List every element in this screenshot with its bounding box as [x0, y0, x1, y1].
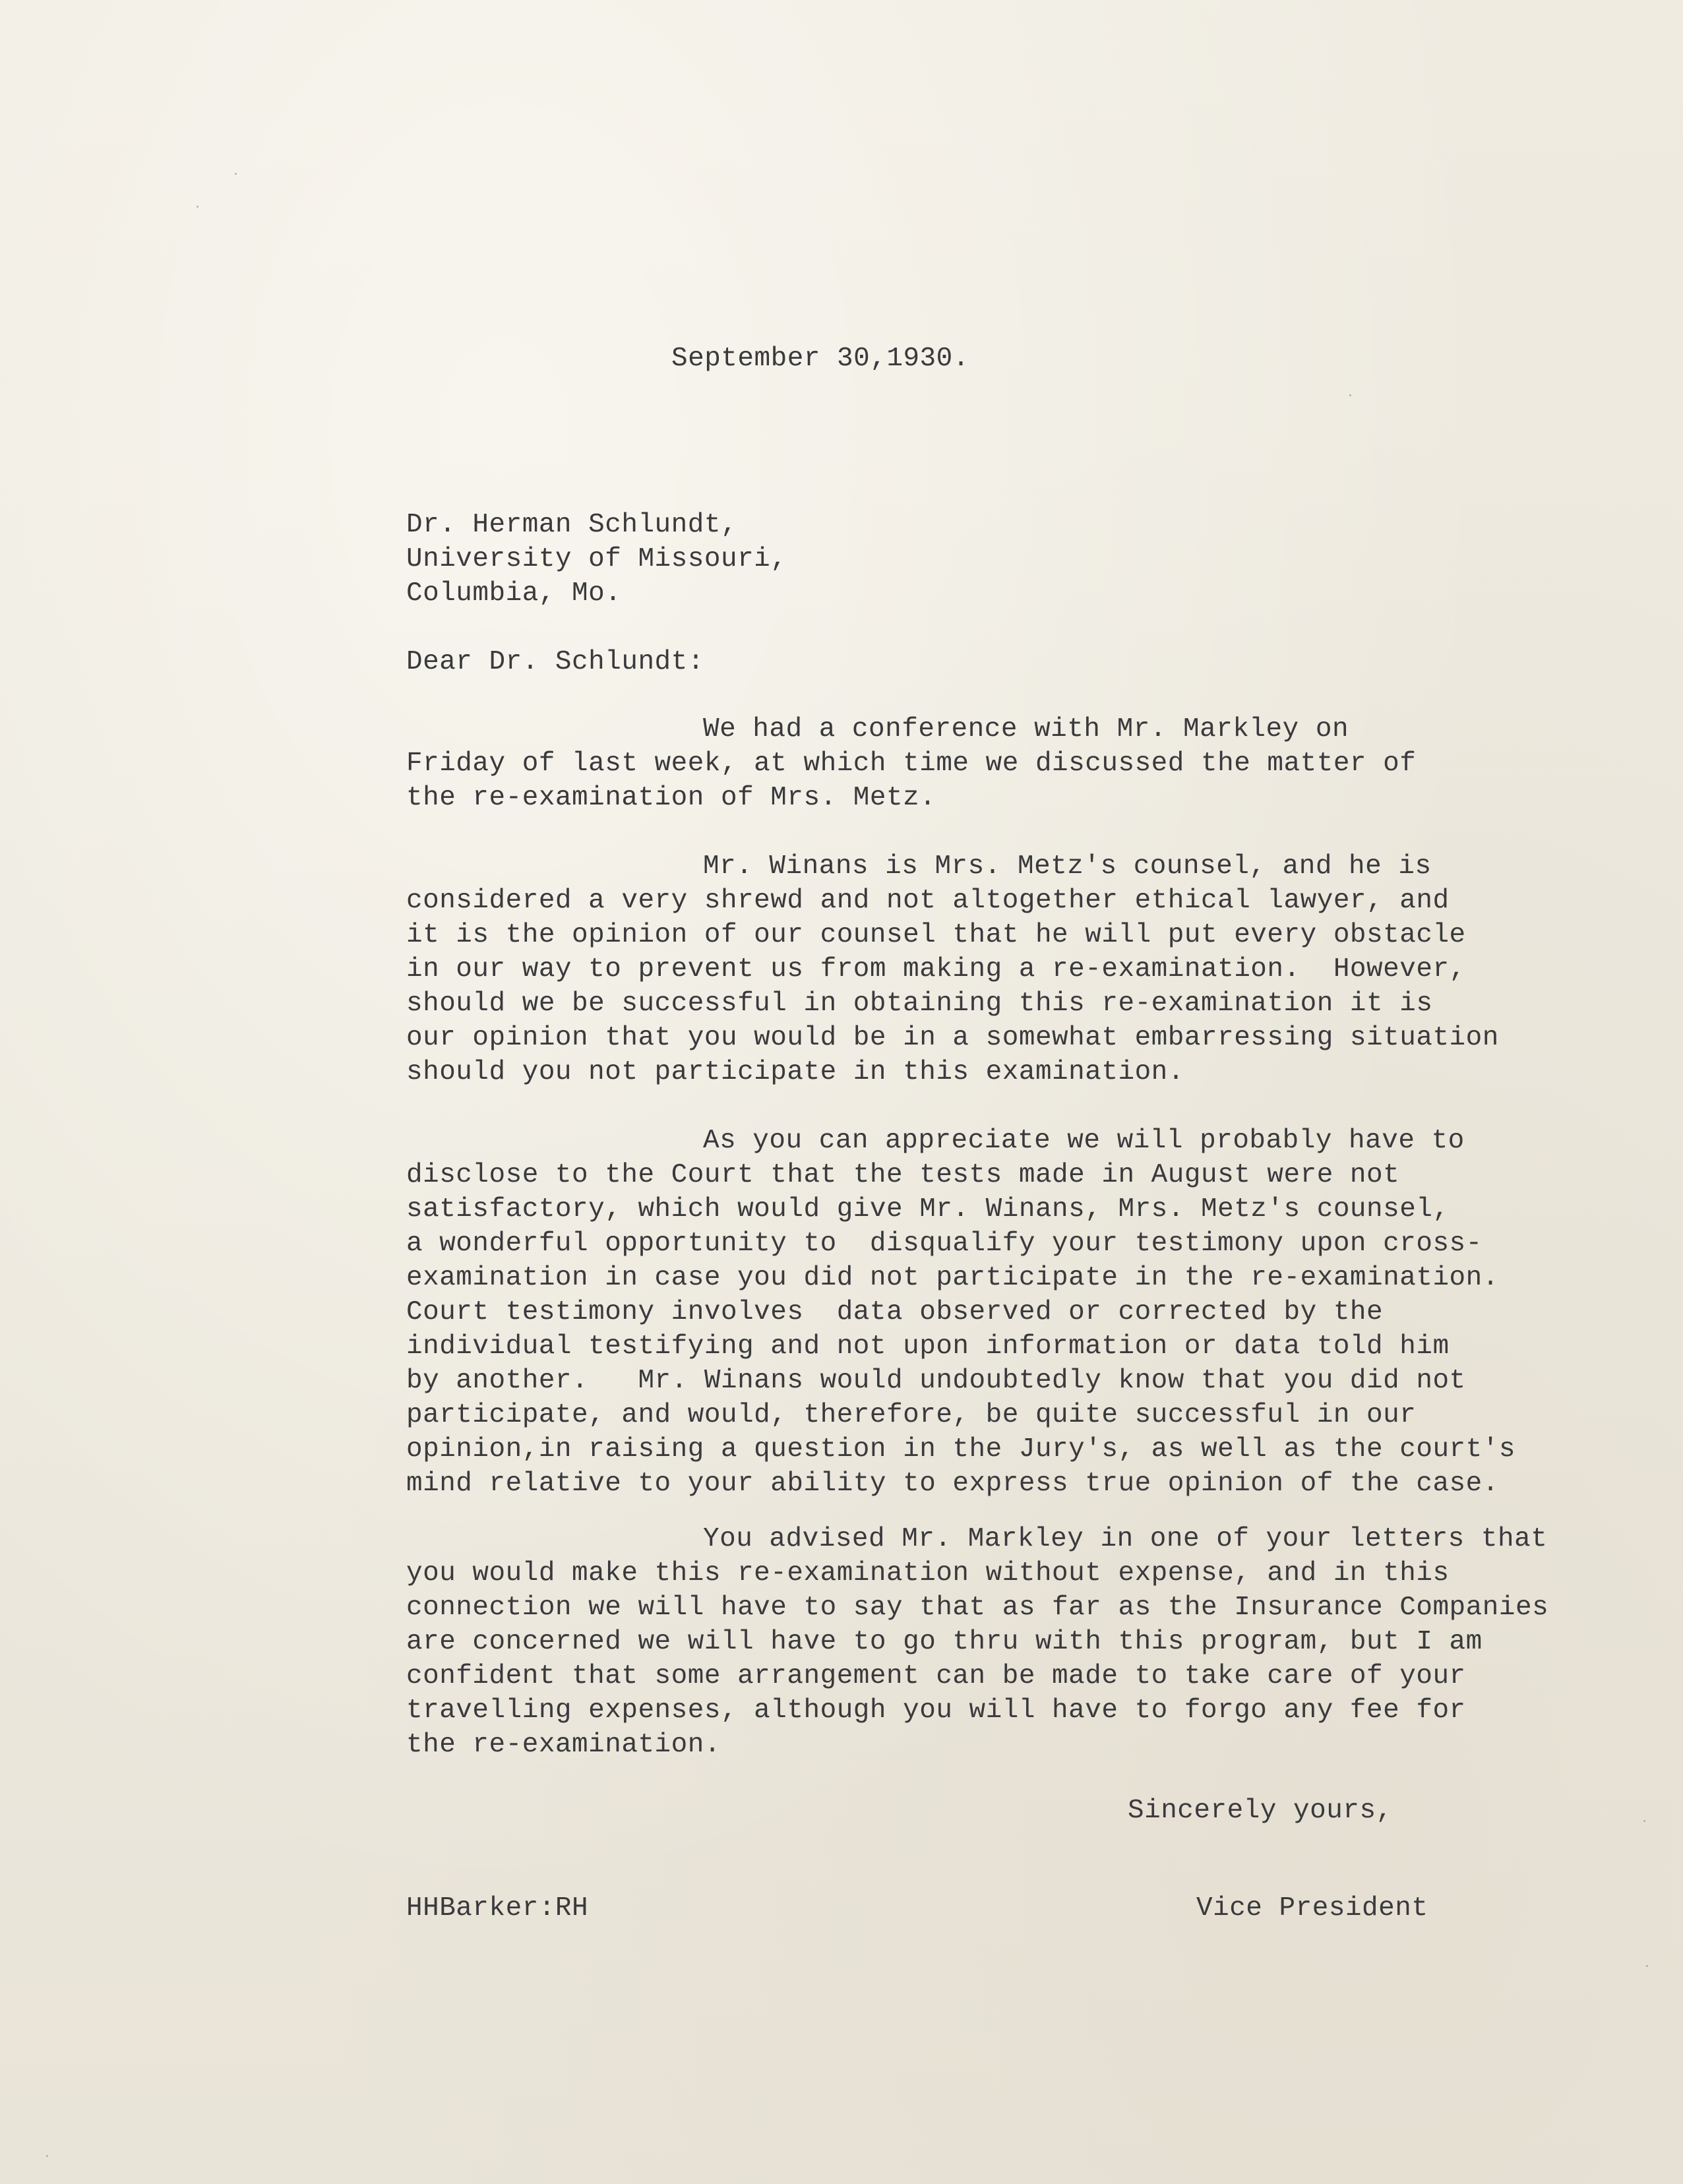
paragraph-4-line: are concerned we will have to go thru with this program, but I am [406, 1627, 1483, 1657]
paragraph-2-line: considered a very shrewd and not altogether ethical lawyer, and [406, 886, 1450, 916]
paragraph-4-line: the re-examination. [406, 1730, 721, 1760]
paragraph-4-line: travelling expenses, although you will have to forgo any fee for [406, 1695, 1466, 1726]
paragraph-2-line: Mr. Winans is Mrs. Metz's counsel, and he is [703, 851, 1432, 882]
paragraph-2-line: in our way to prevent us from making a re-examination. However, [406, 954, 1466, 985]
paragraph-4-line: confident that some arrangement can be made to take care of your [406, 1661, 1466, 1691]
paragraph-3-line: individual testifying and not upon information or data told him [406, 1331, 1450, 1362]
paper-speck [1349, 394, 1351, 396]
salutation: Dear Dr. Schlundt: [406, 647, 704, 677]
paragraph-3-line: by another. Mr. Winans would undoubtedly know that you did not [406, 1366, 1466, 1396]
paragraph-3-line: satisfactory, which would give Mr. Winans, Mrs. Metz's counsel, [406, 1194, 1450, 1225]
paragraph-4-line: connection we will have to say that as far as the Insurance Companies [406, 1592, 1549, 1623]
paragraph-3-line: disclose to the Court that the tests made in August were not [406, 1160, 1400, 1190]
paper-speck [1643, 1820, 1645, 1822]
paragraph-4-line: you would make this re-examination without expense, and in this [406, 1558, 1450, 1589]
paragraph-3-line: mind relative to your ability to express true opinion of the case. [406, 1469, 1499, 1499]
paragraph-1-line: We had a conference with Mr. Markley on [703, 714, 1349, 744]
address-line-city: Columbia, Mo. [406, 578, 622, 609]
paragraph-1-line: the re-examination of Mrs. Metz. [406, 783, 936, 813]
paragraph-3-line: opinion,in raising a question in the Jury's, as well as the court's [406, 1434, 1515, 1465]
paragraph-2-line: should we be successful in obtaining this re-examination it is [406, 988, 1433, 1019]
paragraph-3-line: Court testimony involves data observed or corrected by the [406, 1297, 1384, 1327]
letter-date: September 30,1930. [671, 344, 969, 374]
paragraph-3-line: participate, and would, therefore, be quite successful in our [406, 1400, 1417, 1430]
paragraph-3-line: As you can appreciate we will probably have to [703, 1126, 1465, 1156]
address-line-name: Dr. Herman Schlundt, [406, 510, 738, 540]
paragraph-2-line: should you not participate in this examination. [406, 1057, 1184, 1087]
paragraph-1-line: Friday of last week, at which time we discussed the matter of [406, 748, 1417, 779]
paper-speck [197, 206, 199, 208]
paragraph-4-line: You advised Mr. Markley in one of your letters that [703, 1524, 1548, 1554]
paper-speck [1646, 1965, 1648, 1967]
paragraph-3-line: a wonderful opportunity to disqualify your testimony upon cross- [406, 1228, 1483, 1259]
paragraph-3-line: examination in case you did not participate in the re-examination. [406, 1263, 1499, 1293]
address-line-institution: University of Missouri, [406, 544, 787, 574]
reference-initials: HHBarker:RH [406, 1893, 589, 1924]
paper-speck [235, 173, 237, 175]
paper-speck [46, 2155, 48, 2157]
paragraph-2-line: it is the opinion of our counsel that he will put every obstacle [406, 920, 1466, 950]
paragraph-2-line: our opinion that you would be in a somewhat embarressing situation [406, 1023, 1499, 1053]
signer-title: Vice President [1196, 1893, 1428, 1924]
complimentary-close: Sincerely yours, [1128, 1796, 1393, 1826]
